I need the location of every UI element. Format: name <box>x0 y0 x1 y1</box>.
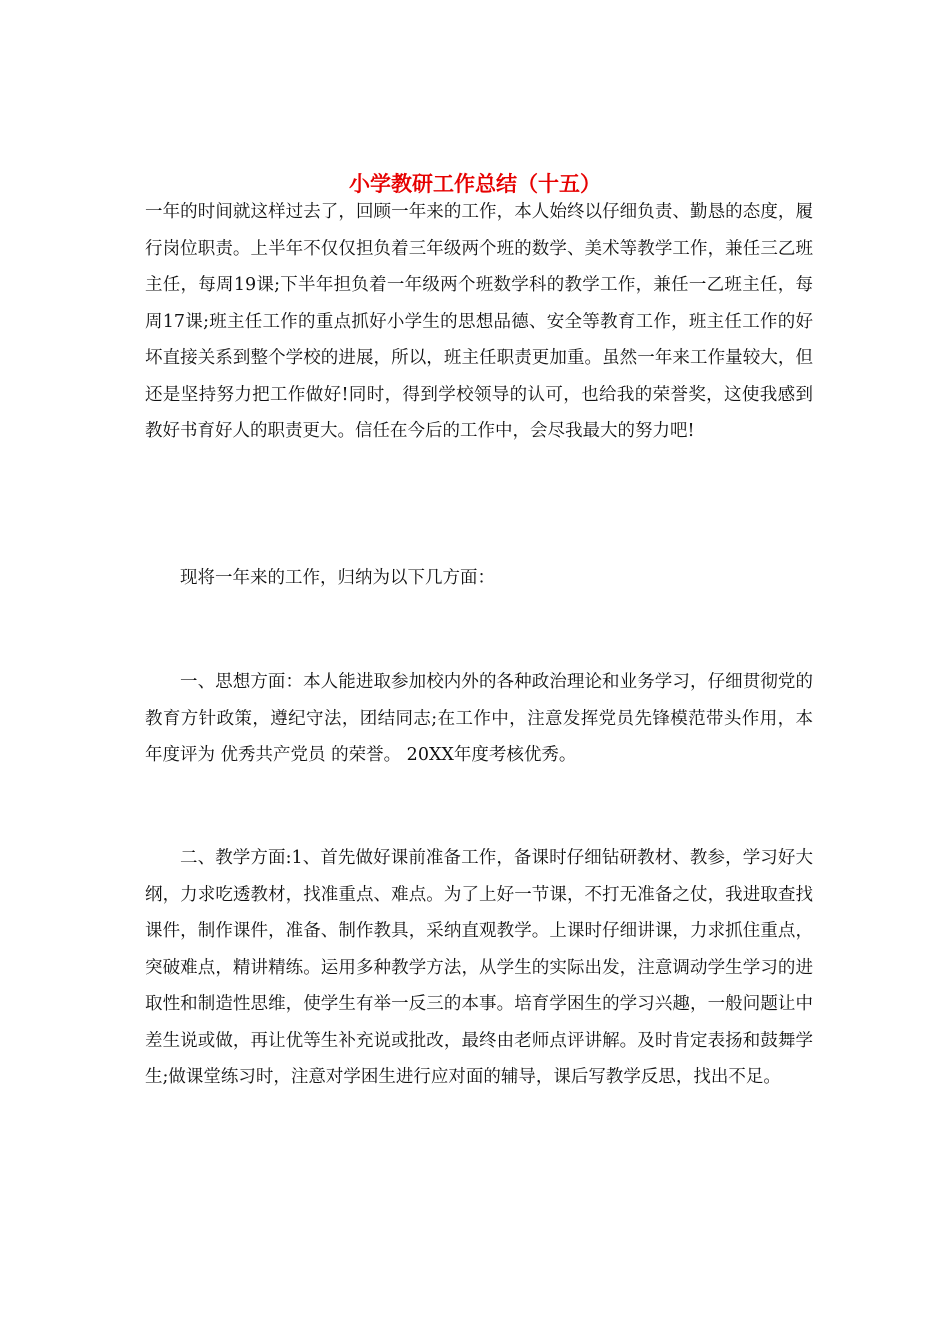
document-title: 小学教研工作总结（十五） <box>349 171 601 197</box>
thought-section-paragraph: 一、思想方面：本人能进取参加校内外的各种政治理论和业务学习，仔细贯彻党的教育方针政策，遵纪守法，团结同志;在工作中，注意发挥党员先锋模范带头作用，本年度评为 优秀共产党员 的荣誉。 20XX年度考核优秀。 <box>145 672 813 765</box>
intro-paragraph: 一年的时间就这样过去了，回顾一年来的工作，本人始终以仔细负责、勤恳的态度，履行岗位职责。上半年不仅仅担负着三年级两个班的数学、美术等教学工作，兼任三乙班主任，每周19课;下半年担负着一年级两个班数学科的教学工作，兼任一乙班主任，每周17课;班主任工作的重点抓好小学生的思想品德、安全等教育工作，班主任工作的好坏直接关系到整个学校的进展，所以，班主任职责更加重。虽然一年来工作量较大，但还是坚持努力把工作做好!同时，得到学校领导的认可，也给我的荣誉奖，这使我感到教好书育好人的职责更大。信任在今后的工作中，会尽我最大的努力吧! <box>145 202 813 441</box>
teaching-section-paragraph: 二、教学方面:1、首先做好课前准备工作，备课时仔细钻研教材、教参，学习好大纲，力求吃透教材，找准重点、难点。为了上好一节课，不打无准备之仗，我进取查找课件，制作课件，准备、制作教具，采纳直观教学。上课时仔细讲课，力求抓住重点，突破难点，精讲精练。运用多种教学方法，从学生的实际出发，注意调动学生学习的进取性和制造性思维，使学生有举一反三的本事。培育学困生的学习兴趣，一般问题让中差生说或做，再让优等生补充说或批改，最终由老师点评讲解。及时肯定表扬和鼓舞学生;做课堂练习时，注意对学困生进行应对面的辅导，课后写教学反思，找出不足。 <box>145 848 813 1087</box>
summary-paragraph: 现将一年来的工作，归纳为以下几方面： <box>180 568 495 588</box>
